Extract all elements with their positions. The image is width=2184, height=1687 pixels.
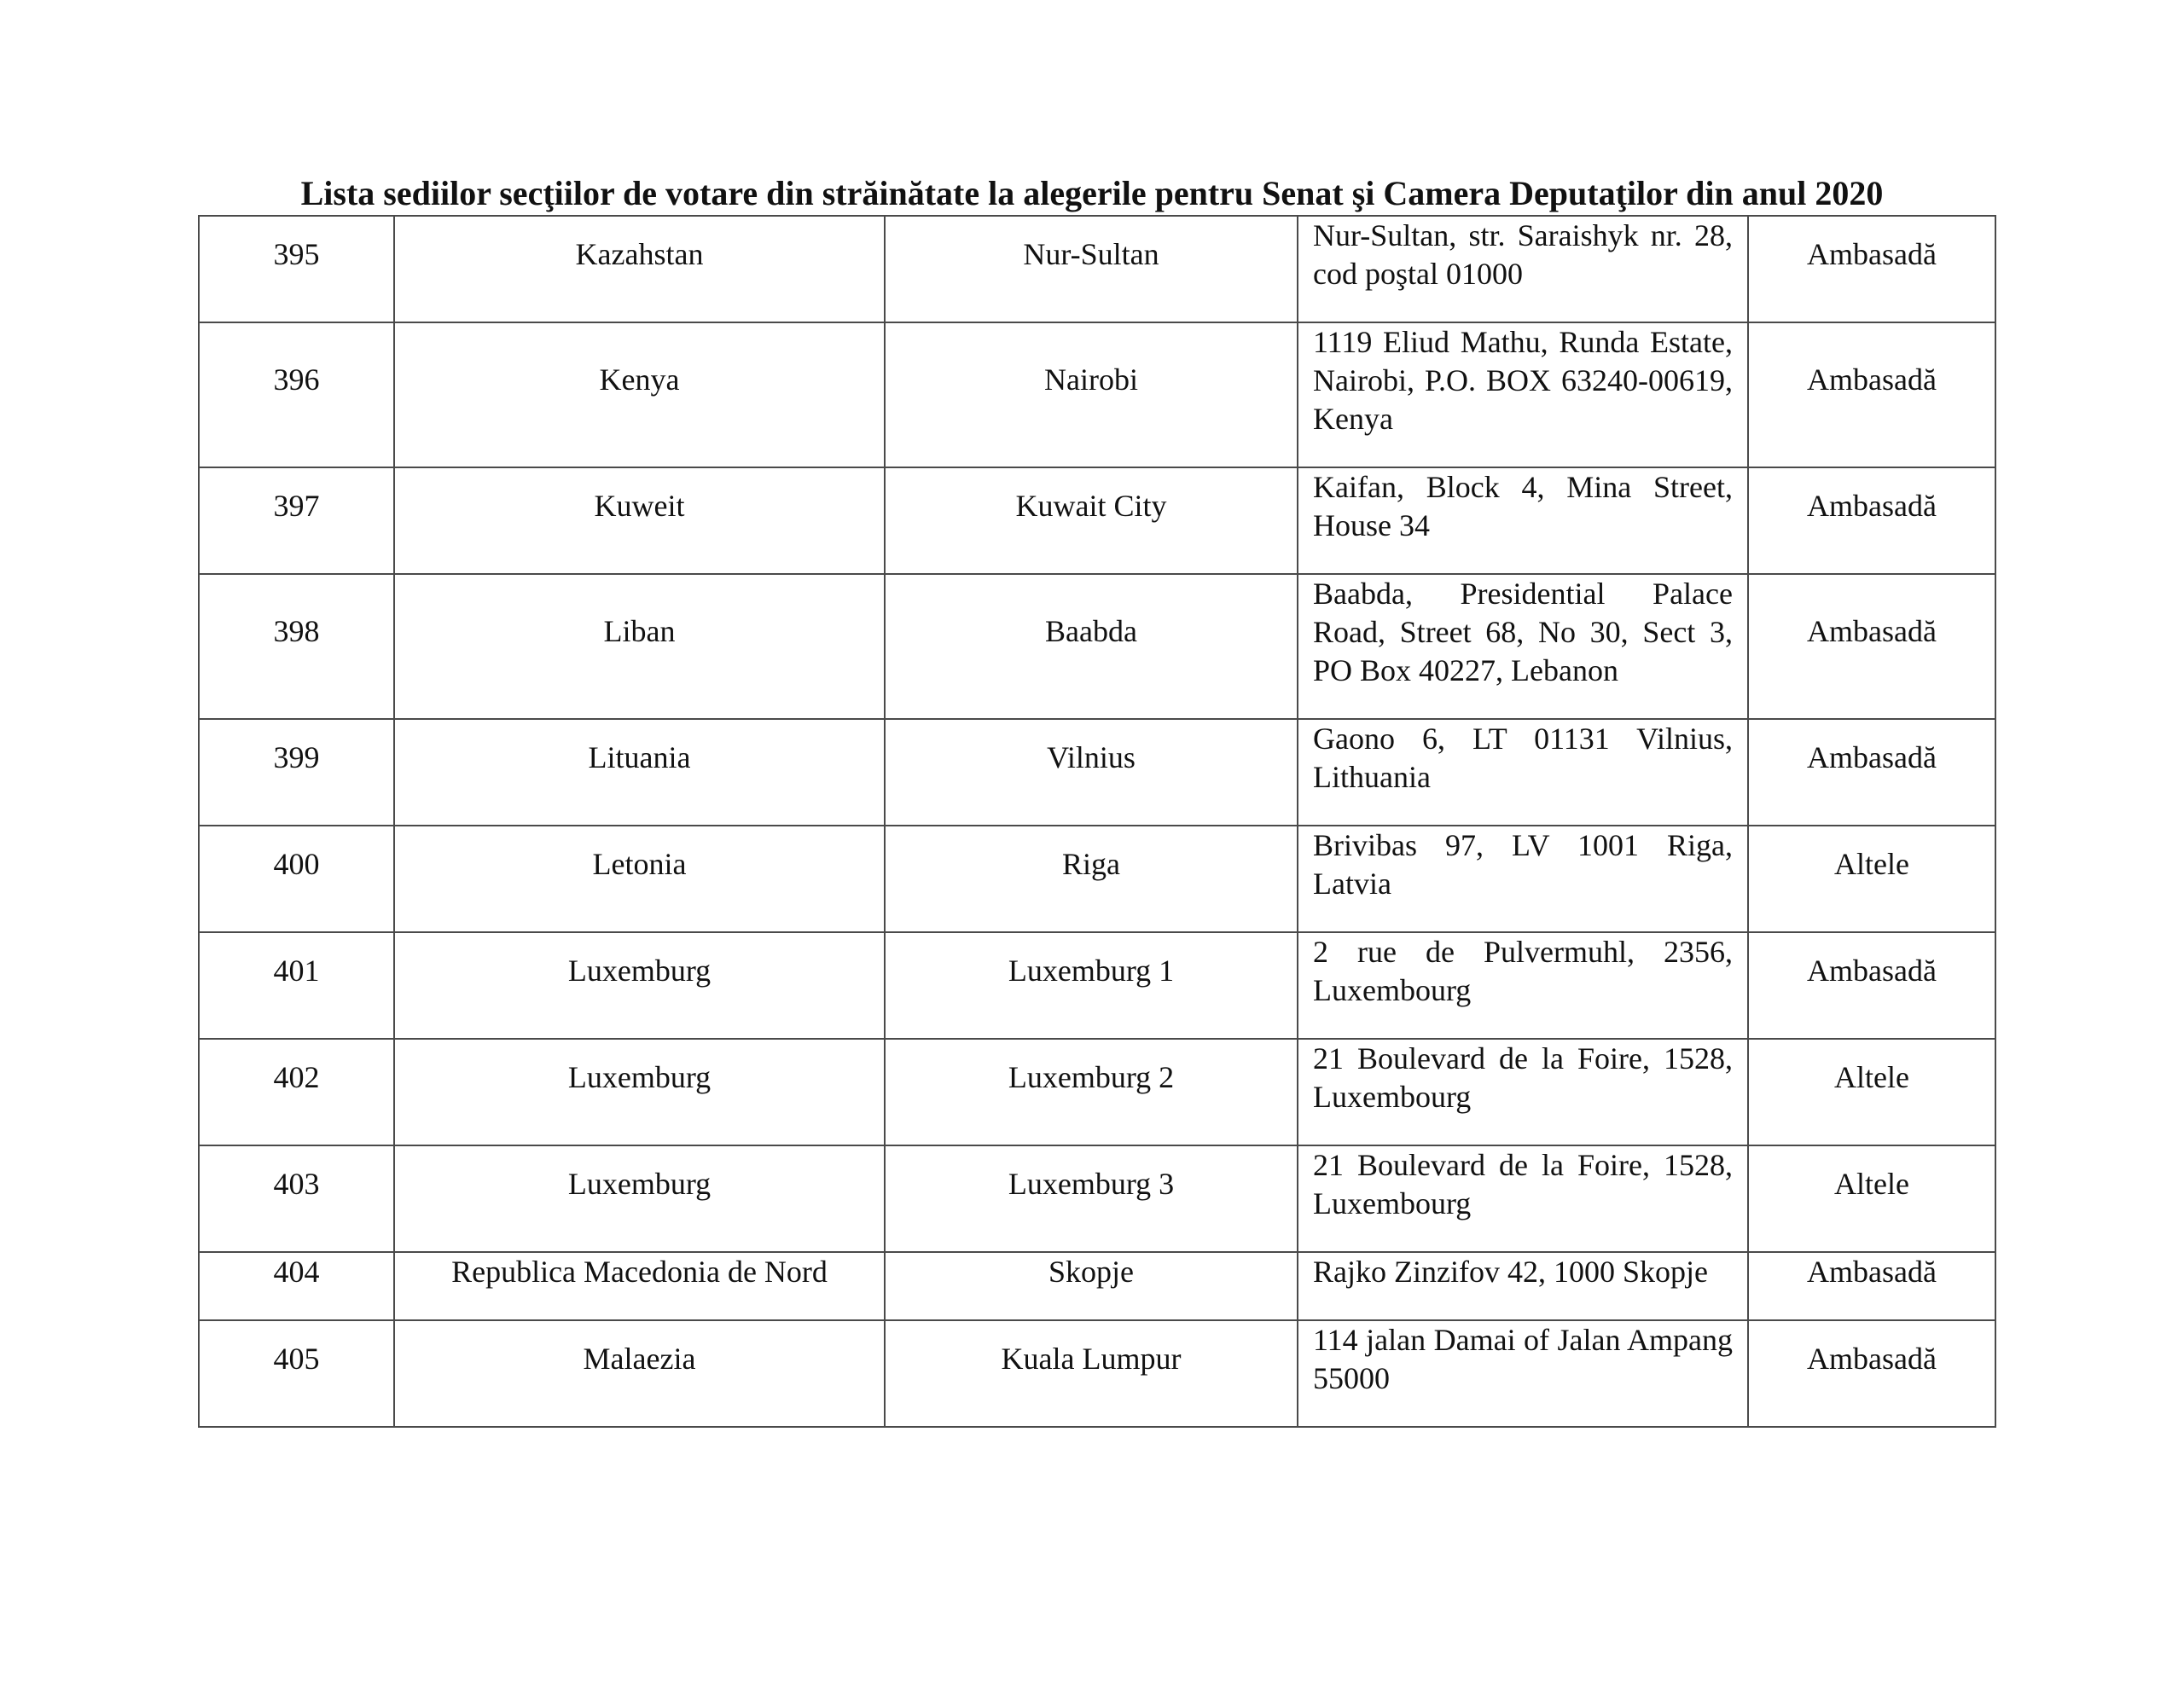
address: 1119 Eliud Mathu, Runda Estate, Nairobi, P.O. BOX 63240-00619, Kenya [1298, 322, 1748, 467]
table-row [199, 322, 1995, 467]
locality: Baabda [885, 574, 1298, 719]
station-number: 395 [199, 216, 394, 322]
table-row [199, 467, 1995, 574]
country: Luxemburg [394, 1145, 885, 1252]
country: Luxemburg [394, 932, 885, 1039]
table-row [199, 826, 1995, 932]
office-type: Altele [1748, 1145, 1995, 1252]
station-number: 401 [199, 932, 394, 1039]
locality: Riga [885, 826, 1298, 932]
locality: Nairobi [885, 322, 1298, 467]
office-type: Ambasadă [1748, 322, 1995, 467]
office-type: Ambasadă [1748, 574, 1995, 719]
address: Kaifan, Block 4, Mina Street, House 34 [1298, 467, 1748, 574]
address: 114 jalan Damai of Jalan Ampang 55000 [1298, 1320, 1748, 1427]
station-number: 402 [199, 1039, 394, 1145]
country: Malaezia [394, 1320, 885, 1427]
locality: Kuala Lumpur [885, 1320, 1298, 1427]
station-number: 396 [199, 322, 394, 467]
country: Kazahstan [394, 216, 885, 322]
station-number: 405 [199, 1320, 394, 1427]
station-number: 403 [199, 1145, 394, 1252]
locality: Luxemburg 3 [885, 1145, 1298, 1252]
country: Luxemburg [394, 1039, 885, 1145]
address: Nur-Sultan, str. Saraishyk nr. 28, cod poştal 01000 [1298, 216, 1748, 322]
address: 21 Boulevard de la Foire, 1528, Luxembourg [1298, 1145, 1748, 1252]
locality: Skopje [885, 1252, 1298, 1320]
station-number: 398 [199, 574, 394, 719]
country: Liban [394, 574, 885, 719]
office-type: Ambasadă [1748, 719, 1995, 826]
office-type: Ambasadă [1748, 467, 1995, 574]
office-type: Ambasadă [1748, 1320, 1995, 1427]
address: Gaono 6, LT 01131 Vilnius, Lithuania [1298, 719, 1748, 826]
locality: Nur-Sultan [885, 216, 1298, 322]
office-type: Ambasadă [1748, 216, 1995, 322]
table-row [199, 1039, 1995, 1145]
office-type: Ambasadă [1748, 932, 1995, 1039]
country: Lituania [394, 719, 885, 826]
station-number: 400 [199, 826, 394, 932]
address: 21 Boulevard de la Foire, 1528, Luxembourg [1298, 1039, 1748, 1145]
country: Republica Macedonia de Nord [394, 1252, 885, 1320]
table-row [199, 216, 1995, 322]
table-row [199, 1320, 1995, 1427]
locality: Kuwait City [885, 467, 1298, 574]
country: Kuweit [394, 467, 885, 574]
address: 2 rue de Pulvermuhl, 2356, Luxembourg [1298, 932, 1748, 1039]
country: Letonia [394, 826, 885, 932]
station-number: 404 [199, 1252, 394, 1320]
address: Rajko Zinzifov 42, 1000 Skopje [1298, 1252, 1748, 1320]
address: Baabda, Presidential Palace Road, Street 68, No 30, Sect 3, PO Box 40227, Lebanon [1298, 574, 1748, 719]
locality: Luxemburg 2 [885, 1039, 1298, 1145]
office-type: Altele [1748, 826, 1995, 932]
office-type: Ambasadă [1748, 1252, 1995, 1320]
table-row [199, 574, 1995, 719]
station-number: 399 [199, 719, 394, 826]
address: Brivibas 97, LV 1001 Riga, Latvia [1298, 826, 1748, 932]
office-type: Altele [1748, 1039, 1995, 1145]
locality: Luxemburg 1 [885, 932, 1298, 1039]
station-number: 397 [199, 467, 394, 574]
page-title: Lista sediilor secţiilor de votare din străinătate la alegerile pentru Senat şi Camera Deputaţilor din anul 2020 [300, 174, 1884, 212]
table-row [199, 1145, 1995, 1252]
table-row [199, 719, 1995, 826]
polling-stations-table [198, 215, 1996, 1428]
table-row [199, 932, 1995, 1039]
locality: Vilnius [885, 719, 1298, 826]
country: Kenya [394, 322, 885, 467]
table-row [199, 1252, 1995, 1320]
